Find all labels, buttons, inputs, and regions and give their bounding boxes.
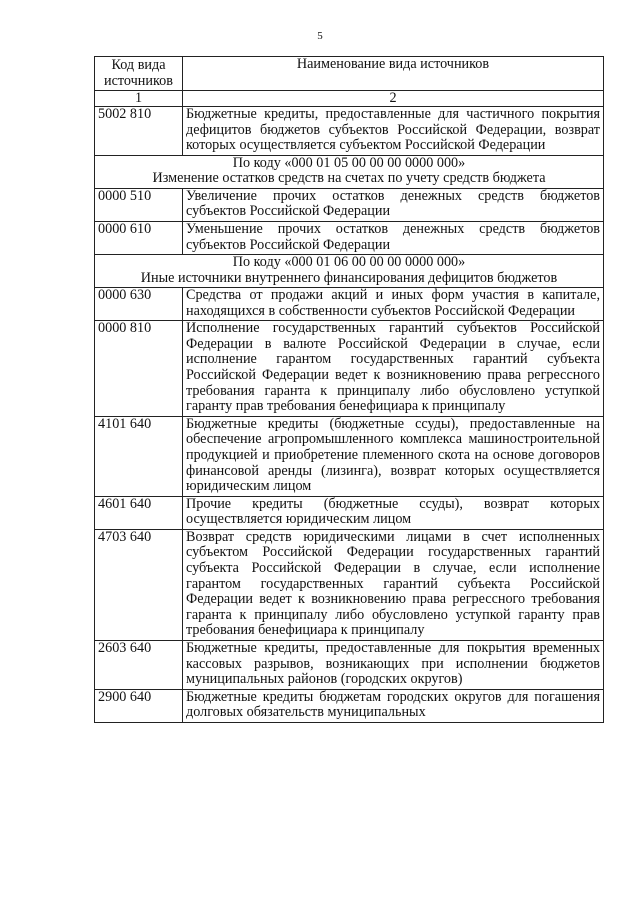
source-code-cell: 0000 630 (95, 287, 183, 320)
table-row (95, 188, 604, 221)
table-row (95, 641, 604, 690)
table-row (95, 107, 604, 156)
source-code-cell: 5002 810 (95, 107, 183, 156)
source-code-cell: 4703 640 (95, 529, 183, 640)
table-header-row (95, 57, 604, 91)
header-name-cell: Наименование вида источников (183, 57, 604, 91)
group-title-line: Изменение остатков средств на счетах по учету средств бюджета (152, 170, 546, 187)
table-row (95, 416, 604, 496)
group-heading-row (95, 155, 604, 188)
group-heading-cell (95, 255, 604, 288)
table-row (95, 321, 604, 417)
source-name-cell: Бюджетные кредиты бюджетам городских округов для погашения долговых обязательств муниципальных (183, 689, 604, 722)
table-row (95, 221, 604, 254)
column-number-row (95, 91, 604, 107)
source-code-cell: 4101 640 (95, 416, 183, 496)
source-code-cell: 0000 510 (95, 188, 183, 221)
source-name-cell: Уменьшение прочих остатков денежных средств бюджетов субъектов Российской Федерации (183, 221, 604, 254)
source-name-cell: Возврат средств юридическими лицами в счет исполненных субъектом Российской Федерации государственных гарантий субъекта Российской Федерации в случае, если исполнение гарантом государственных гарантий субъекта Российской Федерации ведет к возникновению права регрессного требования гаранта к принципалу либо обусловлено уступкой гаранту прав требования бенефициара к принципалу (183, 529, 604, 640)
source-codes-table (94, 56, 604, 723)
source-name-cell: Исполнение государственных гарантий субъектов Российской Федерации в валюте Российской Федерации в случае, если исполнение гарантом государственных гарантий субъекта Российской Федерации ведет к возникновению права регрессного требования гаранта к принципалу либо обусловлено уступкой гаранту прав требования бенефициара к принципалу (183, 321, 604, 417)
source-name-cell: Бюджетные кредиты, предоставленные для частичного покрытия дефицитов бюджетов субъектов Российской Федерации, возврат которых осуществляется субъектом Российской Федерации (183, 107, 604, 156)
group-title-line: Иные источники внутреннего финансирования дефицитов бюджетов (140, 269, 558, 286)
source-name-cell: Средства от продажи акций и иных форм участия в капитале, находящихся в собственности субъектов Российской Федерации (183, 287, 604, 320)
group-code-line: По коду «000 01 06 00 00 00 0000 000» (232, 254, 466, 271)
source-code-cell: 2900 640 (95, 689, 183, 722)
source-name-cell: Прочие кредиты (бюджетные ссуды), возврат которых осуществляется юридическим лицом (183, 496, 604, 529)
source-code-cell: 0000 610 (95, 221, 183, 254)
group-heading-row (95, 255, 604, 288)
table-row (95, 689, 604, 722)
column-number-1: 1 (95, 91, 183, 107)
group-heading-cell (95, 155, 604, 188)
group-code-line: По коду «000 01 05 00 00 00 0000 000» (232, 154, 466, 171)
source-code-cell: 0000 810 (95, 321, 183, 417)
table-row (95, 287, 604, 320)
source-name-cell: Бюджетные кредиты (бюджетные ссуды), предоставленные на обеспечение агропромышленного комплекса машиностроительной продукцией и приобретение племенного скота на основе договоров финансовой аренды (лизинга), возврат которых осуществляется юридическим лицом (183, 416, 604, 496)
source-code-cell: 4601 640 (95, 496, 183, 529)
source-name-cell: Увеличение прочих остатков денежных средств бюджетов субъектов Российской Федерации (183, 188, 604, 221)
source-code-cell: 2603 640 (95, 641, 183, 690)
source-name-cell: Бюджетные кредиты, предоставленные для покрытия временных кассовых разрывов, возникающих при исполнении бюджетов муниципальных районов (городских округов) (183, 641, 604, 690)
table-row (95, 529, 604, 640)
column-number-2: 2 (183, 91, 604, 107)
page-number: 5 (317, 30, 323, 42)
header-code-cell: Код вида источников (95, 57, 183, 91)
table-row (95, 496, 604, 529)
